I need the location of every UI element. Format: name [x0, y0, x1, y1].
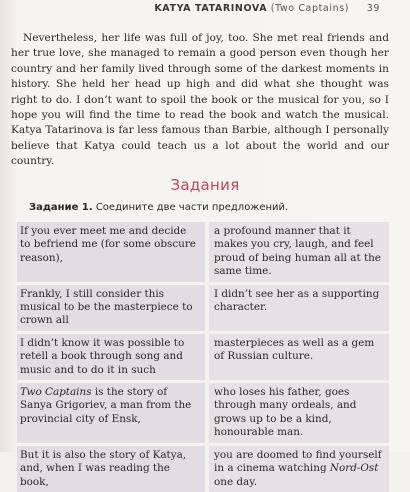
book-title-italic: Two Captains [20, 386, 92, 399]
task-text: Соедините две части предложений. [95, 202, 289, 213]
sentence-end: I didn’t see her as a supporting character. [207, 283, 389, 332]
sentence-end [207, 444, 389, 492]
matching-table [17, 222, 389, 492]
sentence-start: If you ever meet me and decide to befriend me (for some obscure reason), [17, 222, 207, 283]
section-heading: Задания [170, 176, 240, 194]
sentence-end: masterpieces as well as a gem of Russian culture. [207, 332, 389, 381]
table-row [17, 332, 389, 381]
sentence-end-pre: you are doomed to find yourself in a cinema watching [214, 448, 382, 475]
sentence-end: who loses his father, goes through many ordeals, and grows up to be a kind, honourable man. [207, 382, 389, 445]
sentence-start: I didn’t know it was possible to retell a book through song and music and to do it in such [17, 332, 207, 381]
sentence-start: Frankly, I still consider this musical to be the masterpiece to crown all [17, 283, 207, 332]
musical-title-italic: Nord-Ost [329, 462, 379, 475]
running-head-author: KATYA TATARINOVA [154, 3, 268, 14]
page-number: 39 [366, 3, 380, 14]
body-paragraph: Nevertheless, her life was full of joy, too. She met real friends and her true love, she managed to remain a good person even though her country and her family lived through some of the darkest moments in history. She held her head up high and did what she thought was right to do. I don’t want to spoil the book or the musical for you, so I hope you will find the time to read the book and watch the musical. Katya Tatarinova is far less famous than Barbie, although I personally believe that Katya could teach us a lot about the world and our country. [11, 32, 389, 168]
task-instruction [29, 202, 288, 213]
table-row [17, 222, 389, 283]
sentence-start-rest: is the story of Sanya Grigoriev, a man from the provincial city of Ensk, [20, 386, 192, 425]
task-number: Задание 1. [29, 202, 93, 213]
sentence-start: But it is also the story of Katya, and, when I was reading the book, [17, 444, 207, 492]
table-row [17, 444, 389, 492]
sentence-end-post: one day. [214, 475, 258, 488]
table-row [17, 382, 389, 445]
sentence-start [17, 382, 207, 445]
running-head-work: (Two Captains) [270, 3, 350, 14]
sentence-end: a profound manner that it makes you cry, laugh, and feel proud of being human all at the same time. [207, 222, 389, 283]
table-row [17, 283, 389, 332]
running-head [154, 3, 380, 14]
